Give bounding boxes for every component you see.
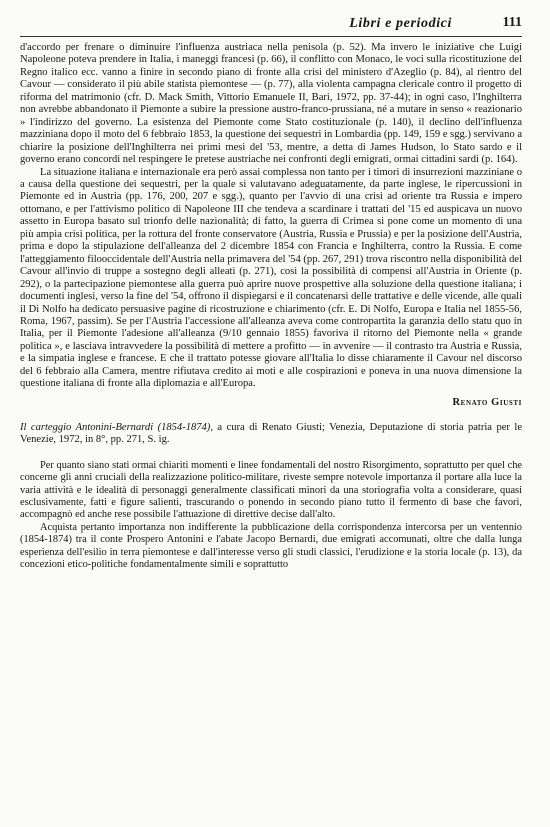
paragraph: Acquista pertanto importanza non indifferente la pubblicazione della corrispondenza intercorsa per un ventennio (1854-1874) tra il conte Prospero Antonini e l'abate Jacopo Bernardi, due emigrati accomunati, oltre che dalla lunga esperienza dell'esilio in terra piemontese e dall'interesse verso gli studi classici, l'erudizione e la storia locale (p. 13), da concezioni etico-politiche fondamentalmente simili e soprattutto xyxy=(20,521,522,571)
paragraph: d'accordo per frenare o diminuire l'influenza austriaca nella penisola (p. 52). Ma invero le iniziative che Luigi Napoleone poteva prendere in Italia, i maneggi francesi (p. 66), il conflitto con Monaco, le voci sulla ricostituzione del Regno italico ecc. vanno a finire in secondo piano di fronte alla crisi del ministero d'Azeglio (p. 84), al rientro del Cavour — considerato il più abile statista piemontese — (p. 77), alla violenta campagna clericale contro il progetto di riforma del matrimonio (cfr. D. Mack Smith, Vittorio Emanuele II, Bari, 1972, pp. 37-44); in ogni caso, l'Inghilterra non avrebbe abbandonato il Piemonte a subire la pressione austro-franco-prussiana, né a mutare in senso « reazionario » l'indirizzo del governo. La esistenza del Piemonte come Stato costituzionale (p. 140), il declino dell'influenza mazziniana dopo il moto del 6 febbraio 1853, la questione dei sequestri in Lombardia (pp. 149, 159 e sgg.) servivano a chiarire la posizione dell'Inghilterra nei primi mesi del '53, mentre, a detta di James Hudson, lo Stato sardo e il governo erano concordi nel respingere le pretese austriache nei confronti degli emigrati, ormai cittadini sardi (p. 164). xyxy=(20,42,522,166)
page-number: 111 xyxy=(502,15,522,30)
paragraph: Per quanto siano stati ormai chiariti momenti e linee fondamentali del nostro Risorgimento, soprattutto per quel che concerne gli anni cruciali della realizzazione politico-militare, riveste sempre notevole importanza il portare alla luce la varia attività e le idealità di personaggi generalmente classificati minori da una storiografia volta a considerare, quasi esclusivamente, fatti e figure salienti, trascurando o ponendo in secondo piano tutto il fermento di base che favorì, accompagnò ed anche rese possibile l'attuazione di direttive decise dall'alto. xyxy=(20,459,522,521)
book-title: Il carteggio Antonini-Bernardi (1854-1874), xyxy=(20,421,213,433)
book-page xyxy=(20,14,522,572)
running-head: Libri e periodici xyxy=(349,16,452,31)
review-2 xyxy=(20,460,522,572)
review-1 xyxy=(20,42,522,408)
book-entry-title xyxy=(20,422,522,447)
paragraph: La situazione italiana e internazionale era però assai complessa non tanto per i timori di insurrezioni mazziniane o a causa della questione dei sequestri, per la quale si valutavano adeguatamente, da parte inglese, le ripercussioni in Piemonte ed in Austria (pp. 176, 200, 207 e sgg.), quanto per l'avvio di una crisi ad oriente tra Russia e impero ottomano, e per l'attivismo politico di Napoleone III che tendeva a scardinare i trattati del '15 ed auspicava un nuovo assetto in Europa basato sul trionfo delle nazionalità; di fatto, la guerra di Crimea si pone come un momento di una più ampia crisi politica, per la rottura del fronte conservatore (Austria, Russia e Prussia) e per la posizione dell'Austria, prima e dopo la stipulazione dell'alleanza del 2 dicembre 1854 con Francia e Inghilterra, contro la Russia. E come l'atteggiamento filooccidentale dell'Austria nella primavera del '54 (pp. 267, 291) trova riscontro nella disponibilità del Cavour all'invio di truppe a sostegno degli alleati (p. 271), così la possibilità di compensi all'Austria in Oriente (p. 292), o la partecipazione piemontese alla guerra può aprire nuove prospettive alla soluzione della questione italiana; i documenti inglesi, verso la fine del '54, offrono il dispiegarsi e il concatenarsi delle trattative e delle vicende, alle quali il Di Nolfo ha dedicato persuasive pagine di ricostruzione e chiarimento (cfr. E. Di Nolfo, Europa e Italia nel 1855-56, Roma, 1967, passim). Se per l'Austria l'accessione all'alleanza aveva come contropartita la garanzia dello statu quo in Italia, per il Piemonte l'adesione all'alleanza (9/10 gennaio 1855) favoriva il ritorno del Piemonte nella « grande politica », e lasciava intravvedere la possibilità di mettere a profitto — in avvenire — il contrasto tra Austria e Russia, e la simpatia inglese e francese. E che il trattato potesse giovare all'Italia lo disse chiaramente il Cavour nel discorso del 6 febbraio alla Camera, mentre rifiutava credito ai moti e alle cospirazioni e poneva in una nuova dimensione la questione italiana di fronte alla diplomazia e all'Europa. xyxy=(20,166,522,390)
page-header xyxy=(20,14,522,37)
author-signature: Renato Giusti xyxy=(452,396,522,408)
book-details: a cura di Renato Giusti; Venezia, Deputazione di storia patria per le Venezie, 1972, in 8°, pp. 271, S. ig. xyxy=(20,421,522,446)
